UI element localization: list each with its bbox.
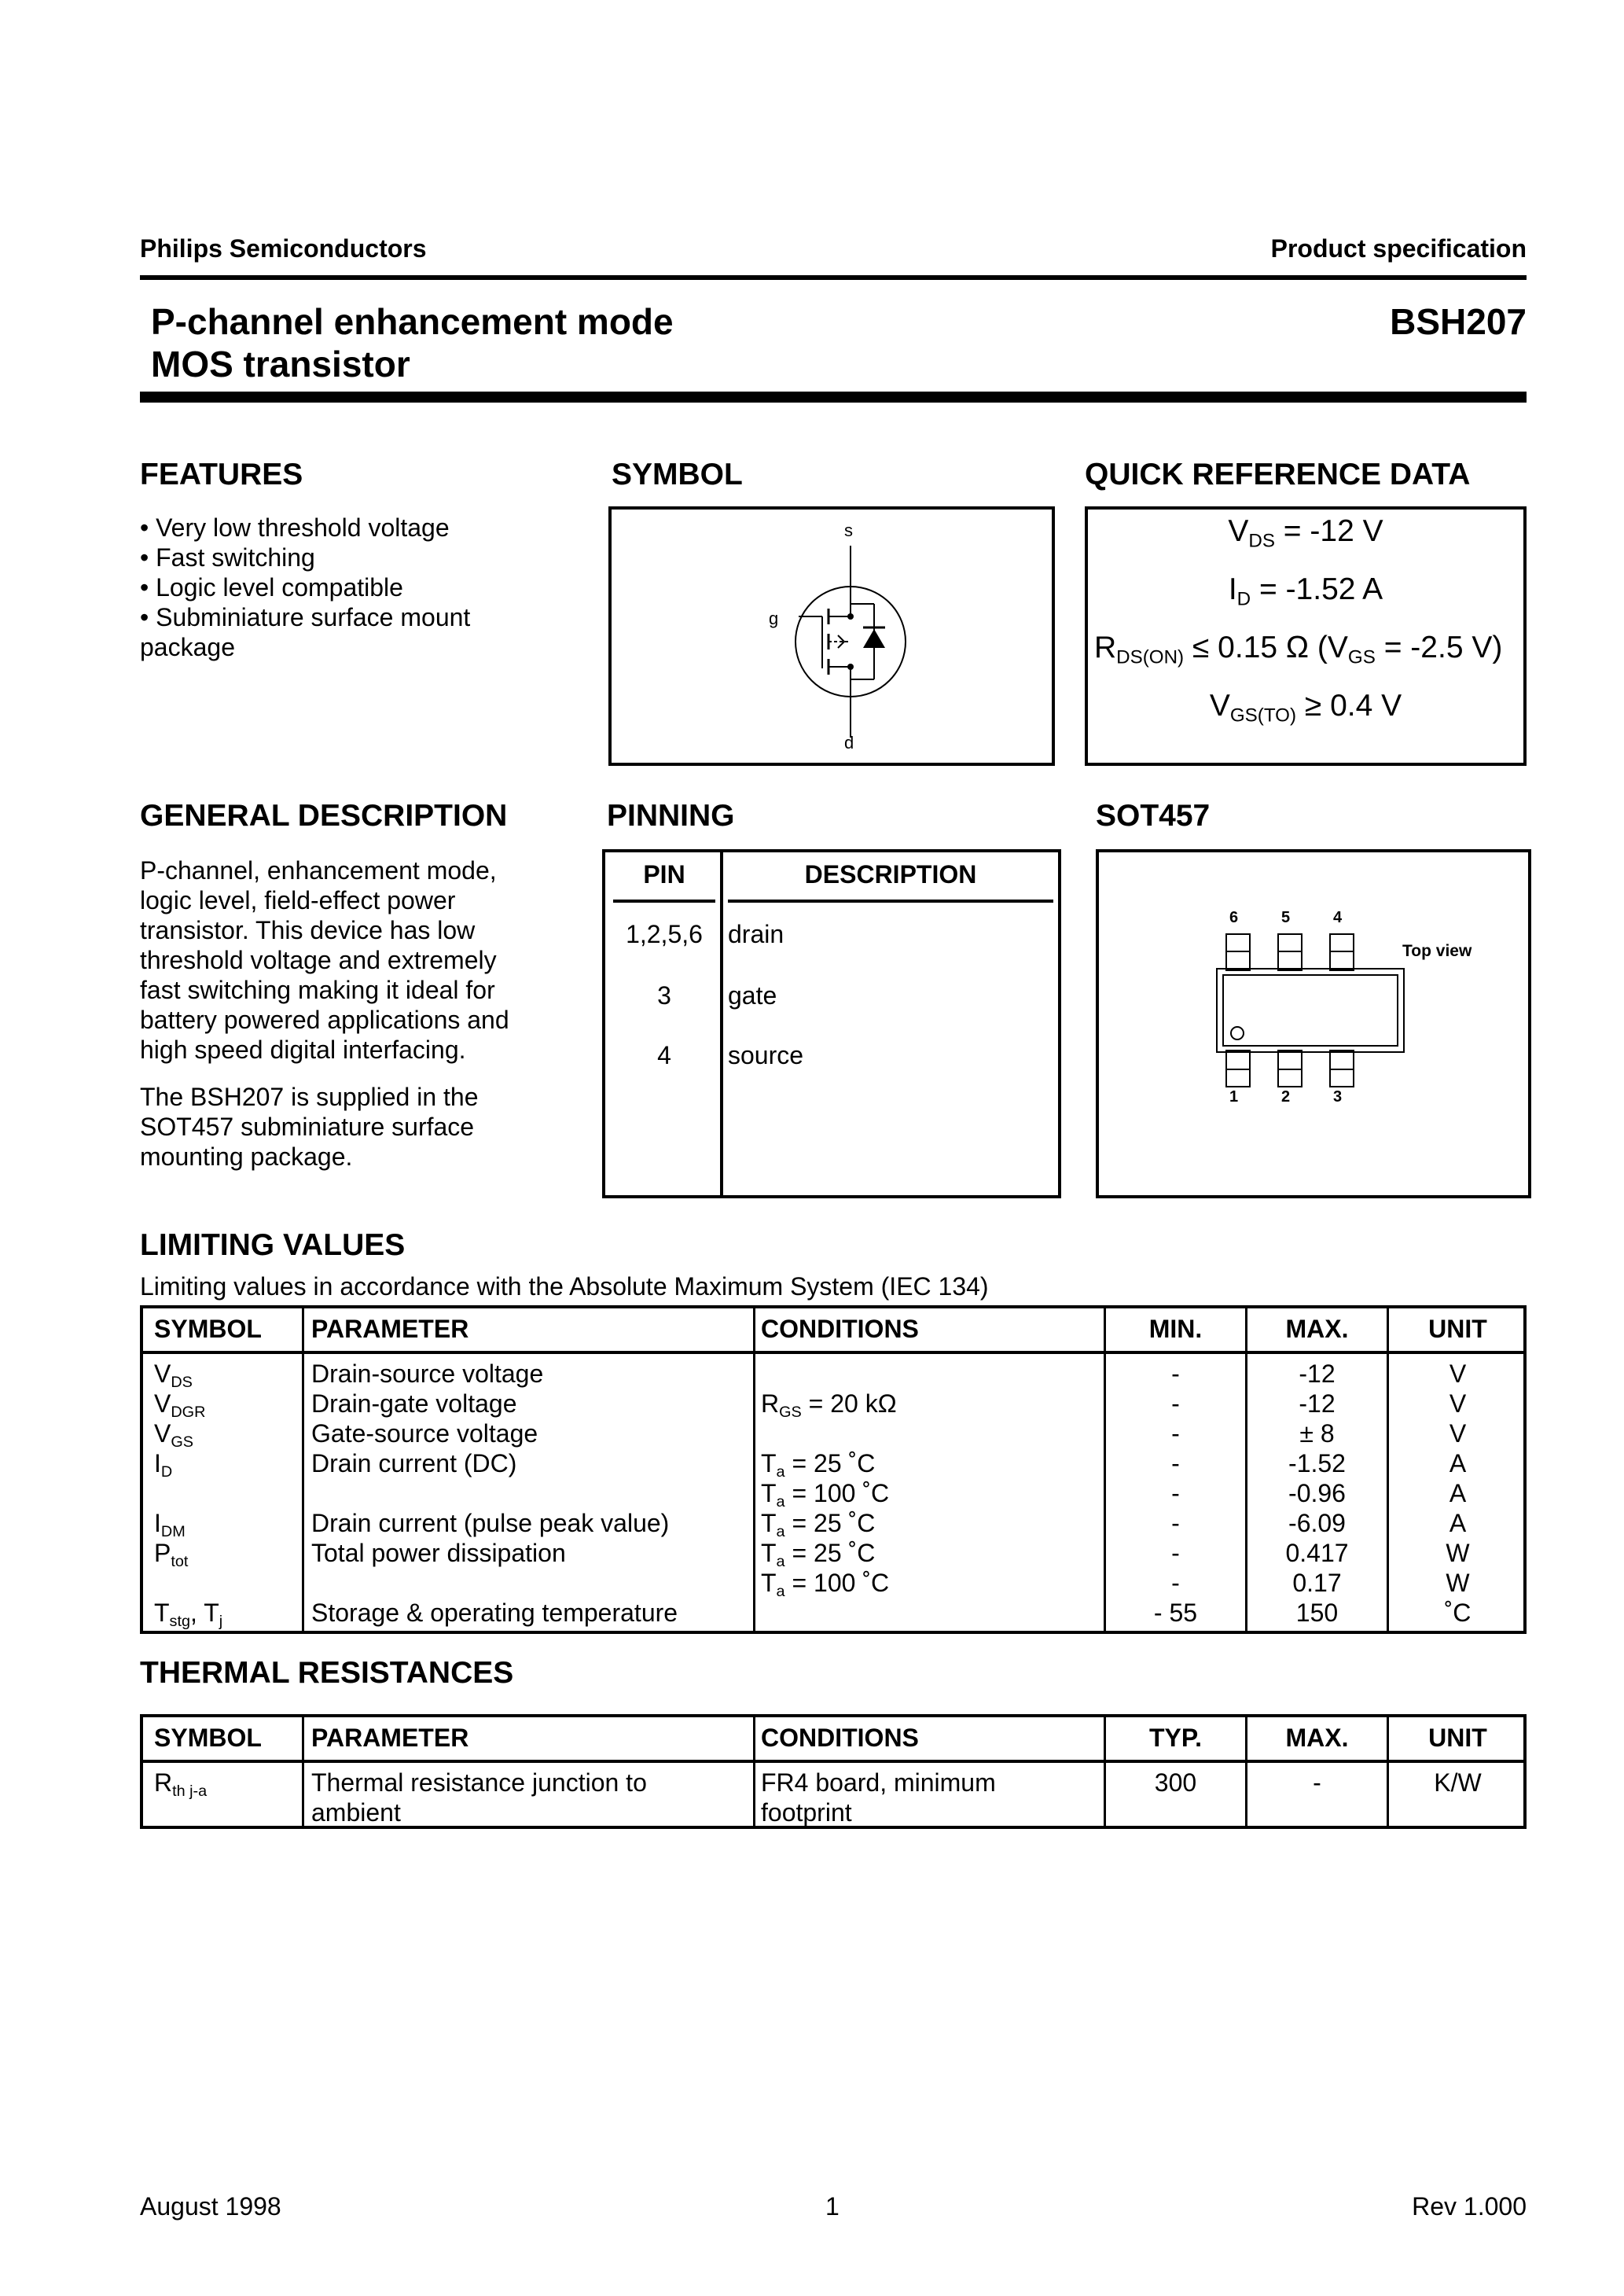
table-row bbox=[143, 1538, 1523, 1568]
lv-min: - bbox=[1171, 1389, 1180, 1418]
feature-item: • Fast switching bbox=[140, 543, 315, 572]
pinning-col-description: DESCRIPTION bbox=[804, 860, 977, 889]
lv-unit: V bbox=[1449, 1389, 1467, 1418]
symbol-box bbox=[608, 506, 1055, 766]
pin-description: source bbox=[728, 1041, 804, 1069]
lv-unit: A bbox=[1449, 1509, 1467, 1537]
header-rule-top bbox=[140, 275, 1527, 280]
tr-symbol: $R_{th j-a}$ bbox=[154, 1768, 208, 1800]
table-row bbox=[143, 1389, 1523, 1421]
lv-min: - bbox=[1171, 1360, 1180, 1388]
lv-col-max: MAX. bbox=[1285, 1315, 1349, 1343]
lv-param: Storage & operating temperature bbox=[311, 1599, 678, 1627]
footer-date: August 1998 bbox=[140, 2192, 281, 2221]
lv-unit: W bbox=[1446, 1569, 1470, 1597]
lv-max: 0.417 bbox=[1285, 1539, 1349, 1567]
pin-number: 3 bbox=[657, 981, 671, 1010]
lv-symbol: $P_{tot}$ bbox=[154, 1539, 189, 1570]
description-line: logic level, field-effect power bbox=[140, 886, 456, 914]
tr-typ: 300 bbox=[1154, 1768, 1197, 1797]
lv-col-symbol: SYMBOL bbox=[154, 1315, 262, 1343]
package-pin-label: 4 bbox=[1333, 909, 1343, 926]
footer-page-number: 1 bbox=[825, 2192, 840, 2221]
lv-param: Drain-source voltage bbox=[311, 1360, 544, 1388]
lv-min: - bbox=[1171, 1419, 1180, 1448]
tr-max: - bbox=[1313, 1768, 1321, 1797]
lv-param: Drain current (DC) bbox=[311, 1449, 517, 1477]
description-line: threshold voltage and extremely bbox=[140, 946, 497, 974]
feature-item: • Subminiature surface mount bbox=[140, 603, 471, 631]
lv-min: - bbox=[1171, 1479, 1180, 1507]
tr-parameter: Thermal resistance junction to ambient bbox=[311, 1768, 647, 1827]
company-name: Philips Semiconductors bbox=[140, 234, 427, 263]
tr-col-parameter: PARAMETER bbox=[311, 1724, 469, 1752]
tr-unit: K/W bbox=[1434, 1768, 1482, 1797]
tr-conditions: FR4 board, minimum footprint bbox=[761, 1768, 996, 1827]
pinning-col-pin: PIN bbox=[643, 860, 685, 889]
pin-number: 4 bbox=[657, 1041, 671, 1069]
feature-item: package bbox=[140, 633, 235, 661]
description-line: SOT457 subminiature surface bbox=[140, 1113, 475, 1141]
package-box bbox=[1096, 849, 1531, 1198]
description-line: high speed digital interfacing. bbox=[140, 1036, 466, 1064]
pin-number: 1,2,5,6 bbox=[626, 920, 703, 948]
document-type: Product specification bbox=[1270, 234, 1527, 263]
qr-vgs: $V_{GS(TO)} \ge 0.4$ V bbox=[1209, 689, 1402, 727]
package-pin-label: 6 bbox=[1229, 909, 1239, 926]
lv-col-unit: UNIT bbox=[1428, 1315, 1487, 1343]
pinning-heading: PINNING bbox=[607, 799, 735, 833]
package-pin-label: 1 bbox=[1229, 1088, 1239, 1106]
tr-col-max: MAX. bbox=[1285, 1724, 1349, 1752]
lv-conditions: $T_a = 25$ ˚C bbox=[761, 1509, 876, 1540]
top-view-label: Top view bbox=[1402, 942, 1472, 960]
lv-unit: A bbox=[1449, 1479, 1467, 1507]
footer-revision: Rev 1.000 bbox=[1412, 2192, 1527, 2221]
qr-id: $I_D = -1.52$ A bbox=[1228, 572, 1383, 610]
lv-min: - bbox=[1171, 1509, 1180, 1537]
qr-rds: $R_{DS(ON)} \le 0.15$ Ω ($V_{GS} = -2.5$ V) bbox=[1094, 631, 1503, 668]
source-label: s bbox=[844, 521, 853, 540]
lv-max: -1.52 bbox=[1288, 1449, 1346, 1477]
qr-vds: $V_{DS} = -12$ V bbox=[1228, 514, 1383, 552]
table-row bbox=[143, 1448, 1523, 1481]
limiting-values-heading: LIMITING VALUES bbox=[140, 1228, 406, 1262]
lv-param: Total power dissipation bbox=[311, 1539, 566, 1567]
description-line: battery powered applications and bbox=[140, 1006, 509, 1034]
lv-symbol: $V_{DGR}$ bbox=[154, 1389, 206, 1421]
general-description-body bbox=[140, 855, 557, 1172]
thermal-resistances-table bbox=[140, 1714, 1527, 1829]
sot457-outline-icon bbox=[1099, 852, 1528, 1195]
lv-max: -0.96 bbox=[1288, 1479, 1346, 1507]
header-rule-bottom bbox=[140, 392, 1527, 403]
lv-param: Gate-source voltage bbox=[311, 1419, 538, 1448]
table-row bbox=[143, 1478, 1523, 1508]
lv-max: 0.17 bbox=[1292, 1569, 1342, 1597]
lv-unit: V bbox=[1449, 1360, 1467, 1388]
package-pin-label: 3 bbox=[1333, 1088, 1343, 1106]
description-line: mounting package. bbox=[140, 1142, 353, 1171]
lv-symbol: $I_D$ bbox=[154, 1449, 173, 1481]
table-row bbox=[143, 1598, 1523, 1628]
feature-item: • Very low threshold voltage bbox=[140, 513, 450, 542]
table-row bbox=[143, 1418, 1523, 1451]
lv-max: ± 8 bbox=[1299, 1419, 1335, 1448]
lv-unit: W bbox=[1446, 1539, 1470, 1567]
lv-max: 150 bbox=[1295, 1599, 1339, 1627]
lv-unit: A bbox=[1449, 1449, 1467, 1477]
lv-conditions: $T_a = 25$ ˚C bbox=[761, 1539, 876, 1570]
table-row bbox=[143, 1568, 1523, 1598]
lv-conditions: $T_a = 100$ ˚C bbox=[761, 1479, 890, 1510]
tr-col-conditions: CONDITIONS bbox=[761, 1724, 919, 1752]
title-line-2: MOS transistor bbox=[151, 344, 410, 385]
lv-symbol: $V_{DS}$ bbox=[154, 1360, 193, 1391]
pin-description: gate bbox=[728, 981, 777, 1010]
lv-min: - 55 bbox=[1153, 1599, 1198, 1627]
description-line: fast switching making it ideal for bbox=[140, 976, 495, 1004]
limiting-values-subtitle: Limiting values in accordance with the Absolute Maximum System (IEC 134) bbox=[140, 1272, 989, 1301]
table-row bbox=[143, 1359, 1523, 1389]
drain-label: d bbox=[844, 733, 854, 752]
feature-item: • Logic level compatible bbox=[140, 573, 403, 602]
package-pin-label: 5 bbox=[1281, 909, 1291, 926]
tr-col-symbol: SYMBOL bbox=[154, 1724, 262, 1752]
lv-min: - bbox=[1171, 1449, 1180, 1477]
symbol-heading: SYMBOL bbox=[612, 458, 743, 491]
pinning-table bbox=[602, 849, 1061, 1198]
description-line: P-channel, enhancement mode, bbox=[140, 856, 497, 885]
title-line-1: P-channel enhancement mode bbox=[151, 301, 674, 342]
lv-col-parameter: PARAMETER bbox=[311, 1315, 469, 1343]
features-heading: FEATURES bbox=[140, 458, 303, 491]
package-heading: SOT457 bbox=[1096, 799, 1211, 833]
table-row bbox=[143, 1508, 1523, 1538]
quick-reference-heading: QUICK REFERENCE DATA bbox=[1085, 458, 1471, 491]
package-pin-label: 2 bbox=[1281, 1088, 1291, 1106]
tr-col-typ: TYP. bbox=[1149, 1724, 1202, 1752]
lv-min: - bbox=[1171, 1569, 1180, 1597]
document-title bbox=[151, 300, 674, 385]
lv-unit: ˚C bbox=[1444, 1599, 1472, 1627]
lv-conditions: $T_a = 25$ ˚C bbox=[761, 1449, 876, 1481]
lv-symbol: $V_{GS}$ bbox=[154, 1419, 193, 1451]
mosfet-symbol-icon bbox=[612, 510, 1052, 763]
lv-conditions: $R_{GS} = 20$ kΩ bbox=[761, 1389, 897, 1421]
features-list bbox=[140, 513, 470, 662]
lv-max: -6.09 bbox=[1288, 1509, 1346, 1537]
description-line: transistor. This device has low bbox=[140, 916, 476, 944]
lv-min: - bbox=[1171, 1539, 1180, 1567]
gate-label: g bbox=[769, 609, 779, 628]
pin-description: drain bbox=[728, 920, 784, 948]
description-line: The BSH207 is supplied in the bbox=[140, 1083, 479, 1111]
lv-max: -12 bbox=[1299, 1360, 1336, 1388]
lv-symbol: $T_{stg}$, $T_j$ bbox=[154, 1599, 223, 1630]
general-description-heading: GENERAL DESCRIPTION bbox=[140, 799, 508, 833]
part-number: BSH207 bbox=[1390, 301, 1527, 342]
limiting-values-table bbox=[140, 1305, 1527, 1634]
lv-symbol: $I_{DM}$ bbox=[154, 1509, 186, 1540]
lv-col-conditions: CONDITIONS bbox=[761, 1315, 919, 1343]
quick-reference-box bbox=[1085, 506, 1527, 766]
thermal-resistances-heading: THERMAL RESISTANCES bbox=[140, 1656, 514, 1690]
lv-param: Drain current (pulse peak value) bbox=[311, 1509, 670, 1537]
lv-unit: V bbox=[1449, 1419, 1467, 1448]
lv-conditions: $T_a = 100$ ˚C bbox=[761, 1569, 890, 1600]
lv-col-min: MIN. bbox=[1148, 1315, 1203, 1343]
tr-col-unit: UNIT bbox=[1428, 1724, 1487, 1752]
lv-max: -12 bbox=[1299, 1389, 1336, 1418]
lv-param: Drain-gate voltage bbox=[311, 1389, 517, 1418]
pinning-column-divider bbox=[720, 852, 723, 1195]
